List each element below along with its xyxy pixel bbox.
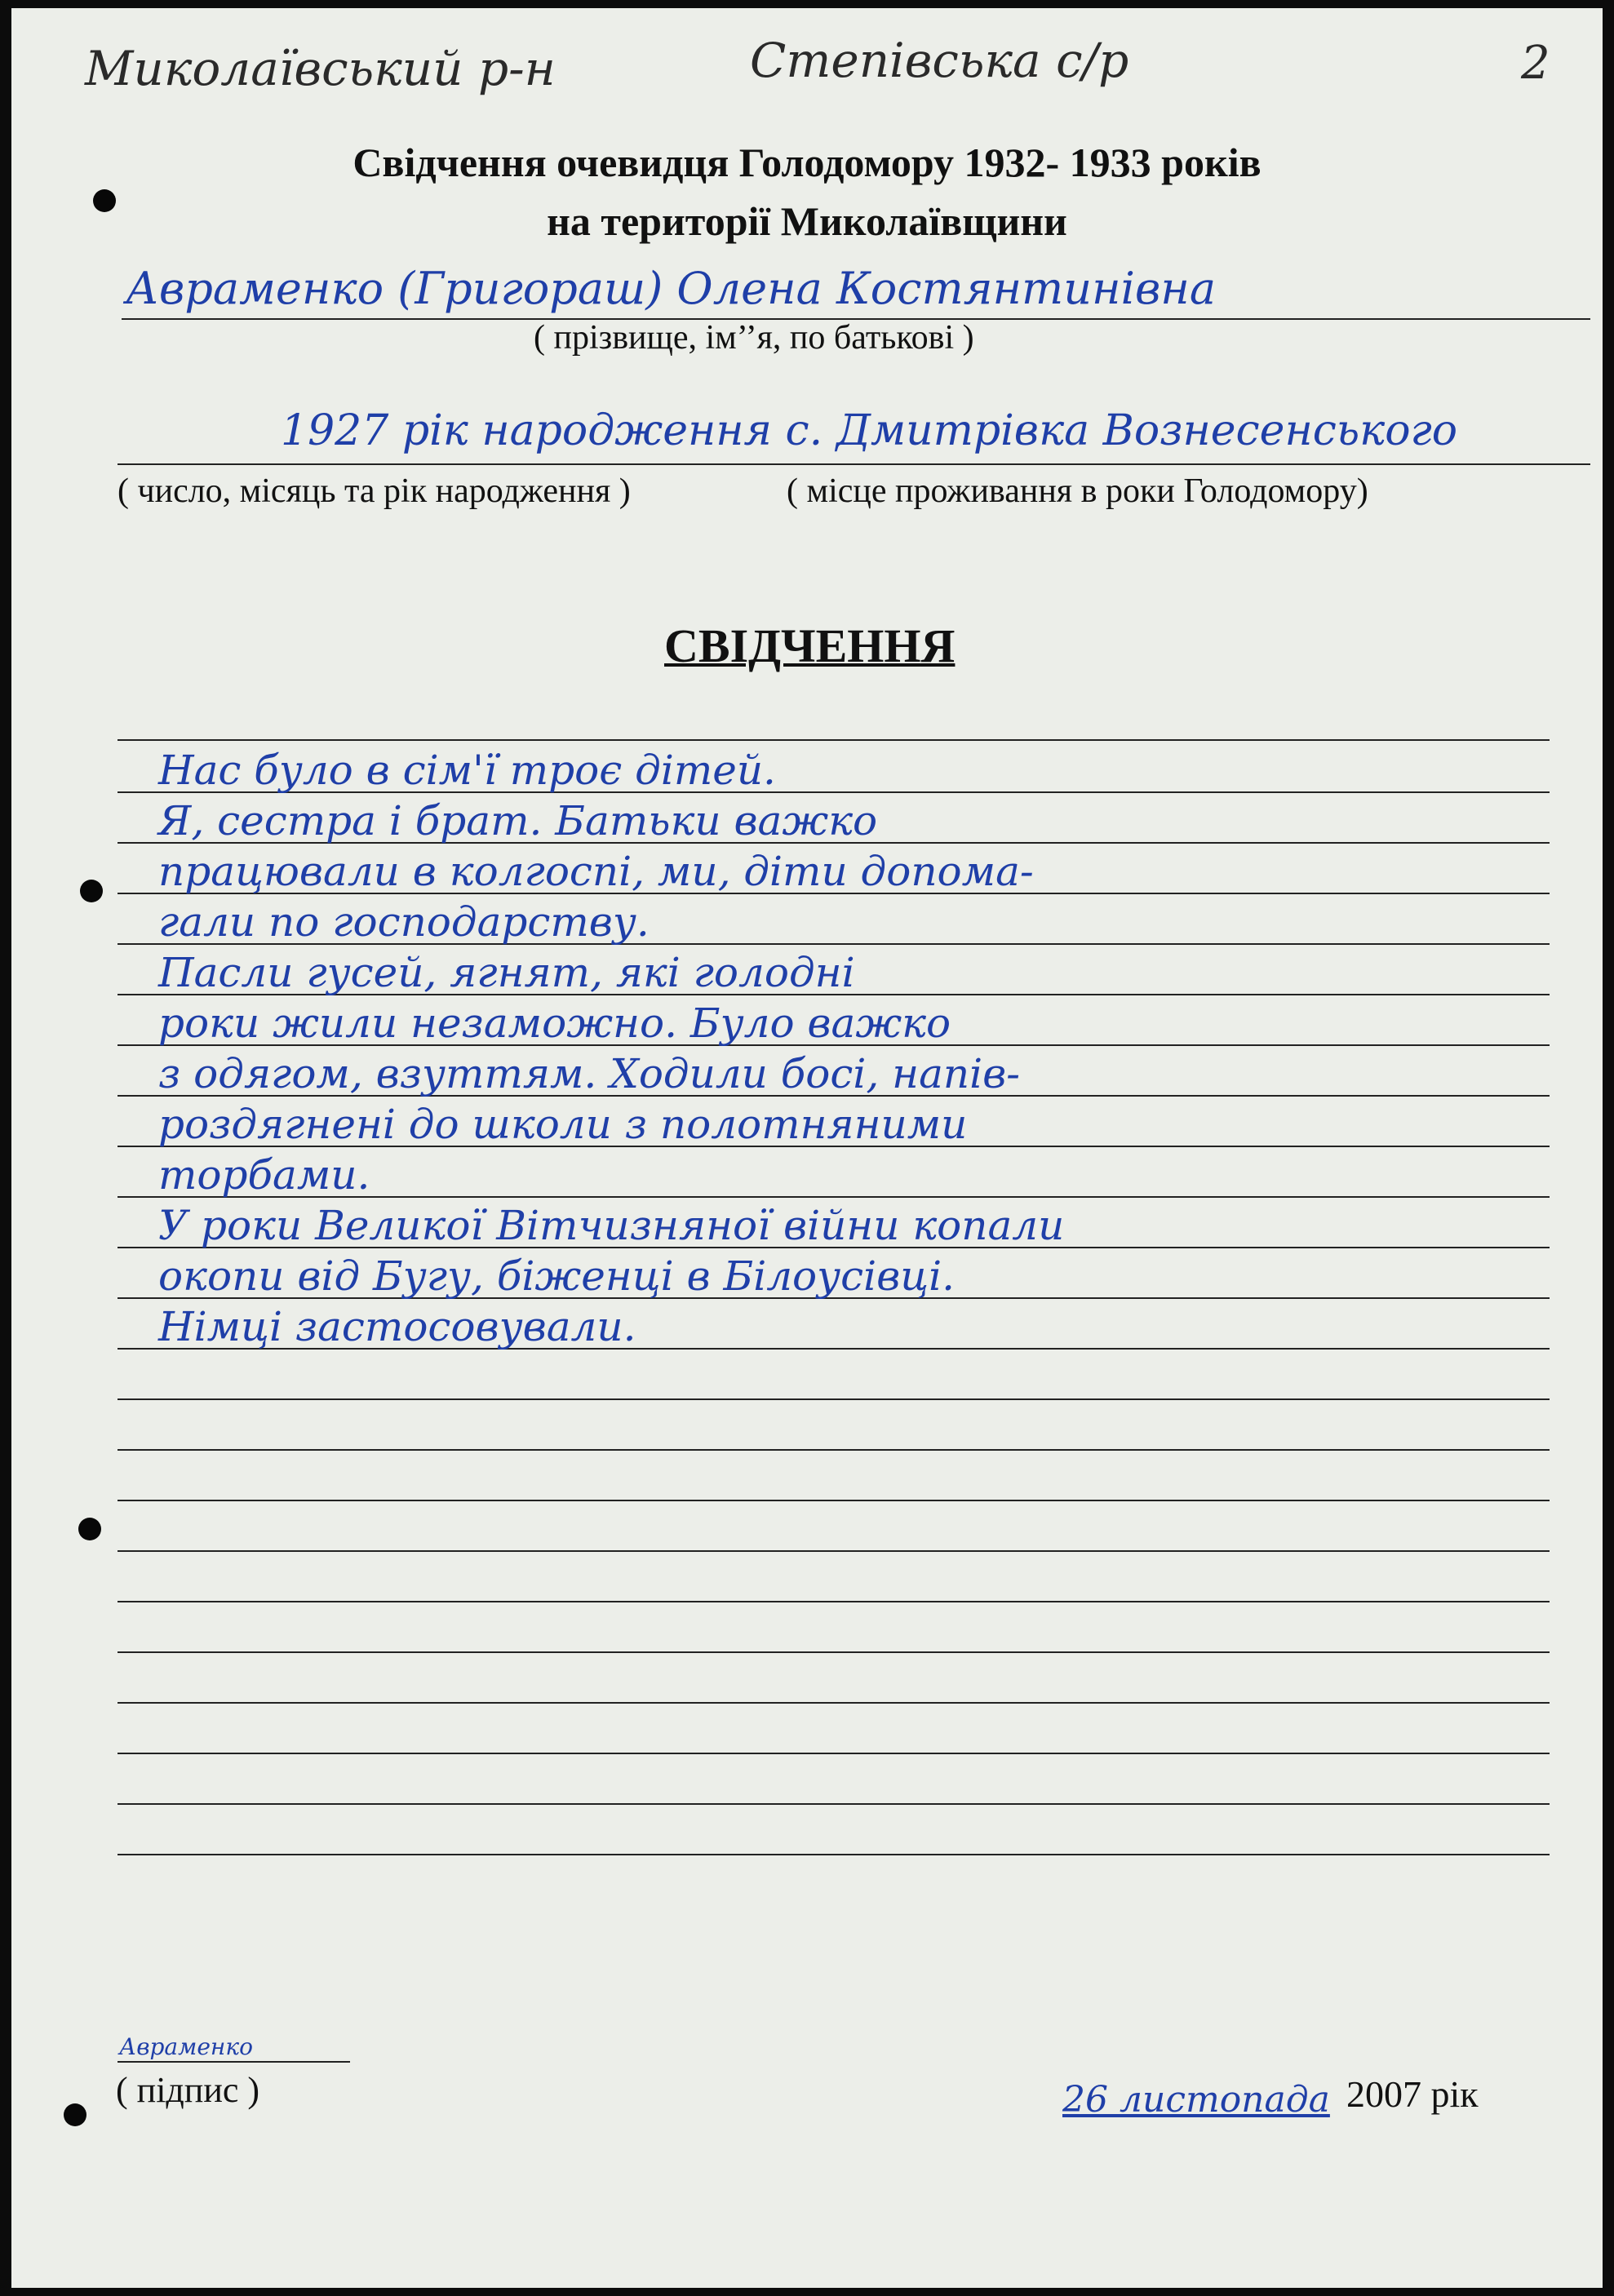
ruled-line xyxy=(118,1500,1550,1501)
testimony-line: Німці застосовували. xyxy=(158,1303,636,1350)
testimony-line: гали по господарству. xyxy=(158,898,650,946)
ruled-line xyxy=(118,1803,1550,1805)
testimony-line: роки жили незаможно. Було важко xyxy=(158,1000,951,1047)
punch-hole xyxy=(80,880,103,902)
ruled-line xyxy=(118,1398,1550,1400)
ruled-line xyxy=(118,1753,1550,1754)
document-subtitle: на території Миколаївщини xyxy=(547,198,1067,244)
testimony-heading: СВІДЧЕННЯ xyxy=(664,619,956,672)
document-page xyxy=(11,8,1603,2288)
ruled-line xyxy=(118,1854,1550,1855)
ruled-line xyxy=(118,1702,1550,1704)
birth-place-entry: 1927 рік народження с. Дмитрівка Вознесенського xyxy=(281,406,1458,455)
document-title: Свідчення очевидця Голодомору 1932- 1933 років xyxy=(353,140,1261,185)
testimony-line: Нас було в сім'ї троє дітей. xyxy=(158,747,776,794)
name-caption: ( прізвище, ім’’я, по батькові ) xyxy=(534,319,974,357)
page-number: 2 xyxy=(1521,37,1550,90)
birth-underline xyxy=(118,463,1590,465)
punch-hole xyxy=(64,2103,86,2126)
testimony-line: окопи від Бугу, біженці в Білоусівці. xyxy=(158,1252,956,1300)
village-council-label: Степівська с/р xyxy=(750,33,1129,88)
signature-underline xyxy=(118,2061,350,2063)
punch-hole xyxy=(78,1518,101,1540)
witness-name: Авраменко (Григораш) Олена Костянтинівна xyxy=(126,263,1217,314)
district-label: Миколаївський р-н xyxy=(85,41,556,96)
date-year: 2007 рік xyxy=(1346,2073,1479,2115)
testimony-line: роздягнені до школи з полотняними xyxy=(158,1101,968,1148)
ruled-line xyxy=(118,1550,1550,1552)
signature-caption: ( підпис ) xyxy=(116,2070,260,2110)
ruled-line xyxy=(118,1601,1550,1602)
ruled-line xyxy=(118,1449,1550,1451)
ruled-line xyxy=(118,1651,1550,1653)
signature: Авраменко xyxy=(119,2033,253,2060)
testimony-line: Пасли гусей, ягнят, які голодні xyxy=(158,949,855,996)
testimony-line: з одягом, взуттям. Ходили босі, напів- xyxy=(158,1050,1021,1097)
handwritten-date: 26 листопада xyxy=(1062,2079,1330,2121)
ruled-line xyxy=(118,739,1550,741)
birth-caption: ( число, місяць та рік народження ) xyxy=(118,472,631,510)
testimony-line: Я, сестра і брат. Батьки важко xyxy=(158,797,878,844)
testimony-line: працювали в колгоспі, ми, діти допома- xyxy=(158,848,1034,895)
testimony-line: торбами. xyxy=(158,1151,370,1199)
residence-caption: ( місце проживання в роки Голодомору) xyxy=(787,472,1368,510)
testimony-line: У роки Великої Вітчизняної війни копали xyxy=(158,1202,1065,1249)
